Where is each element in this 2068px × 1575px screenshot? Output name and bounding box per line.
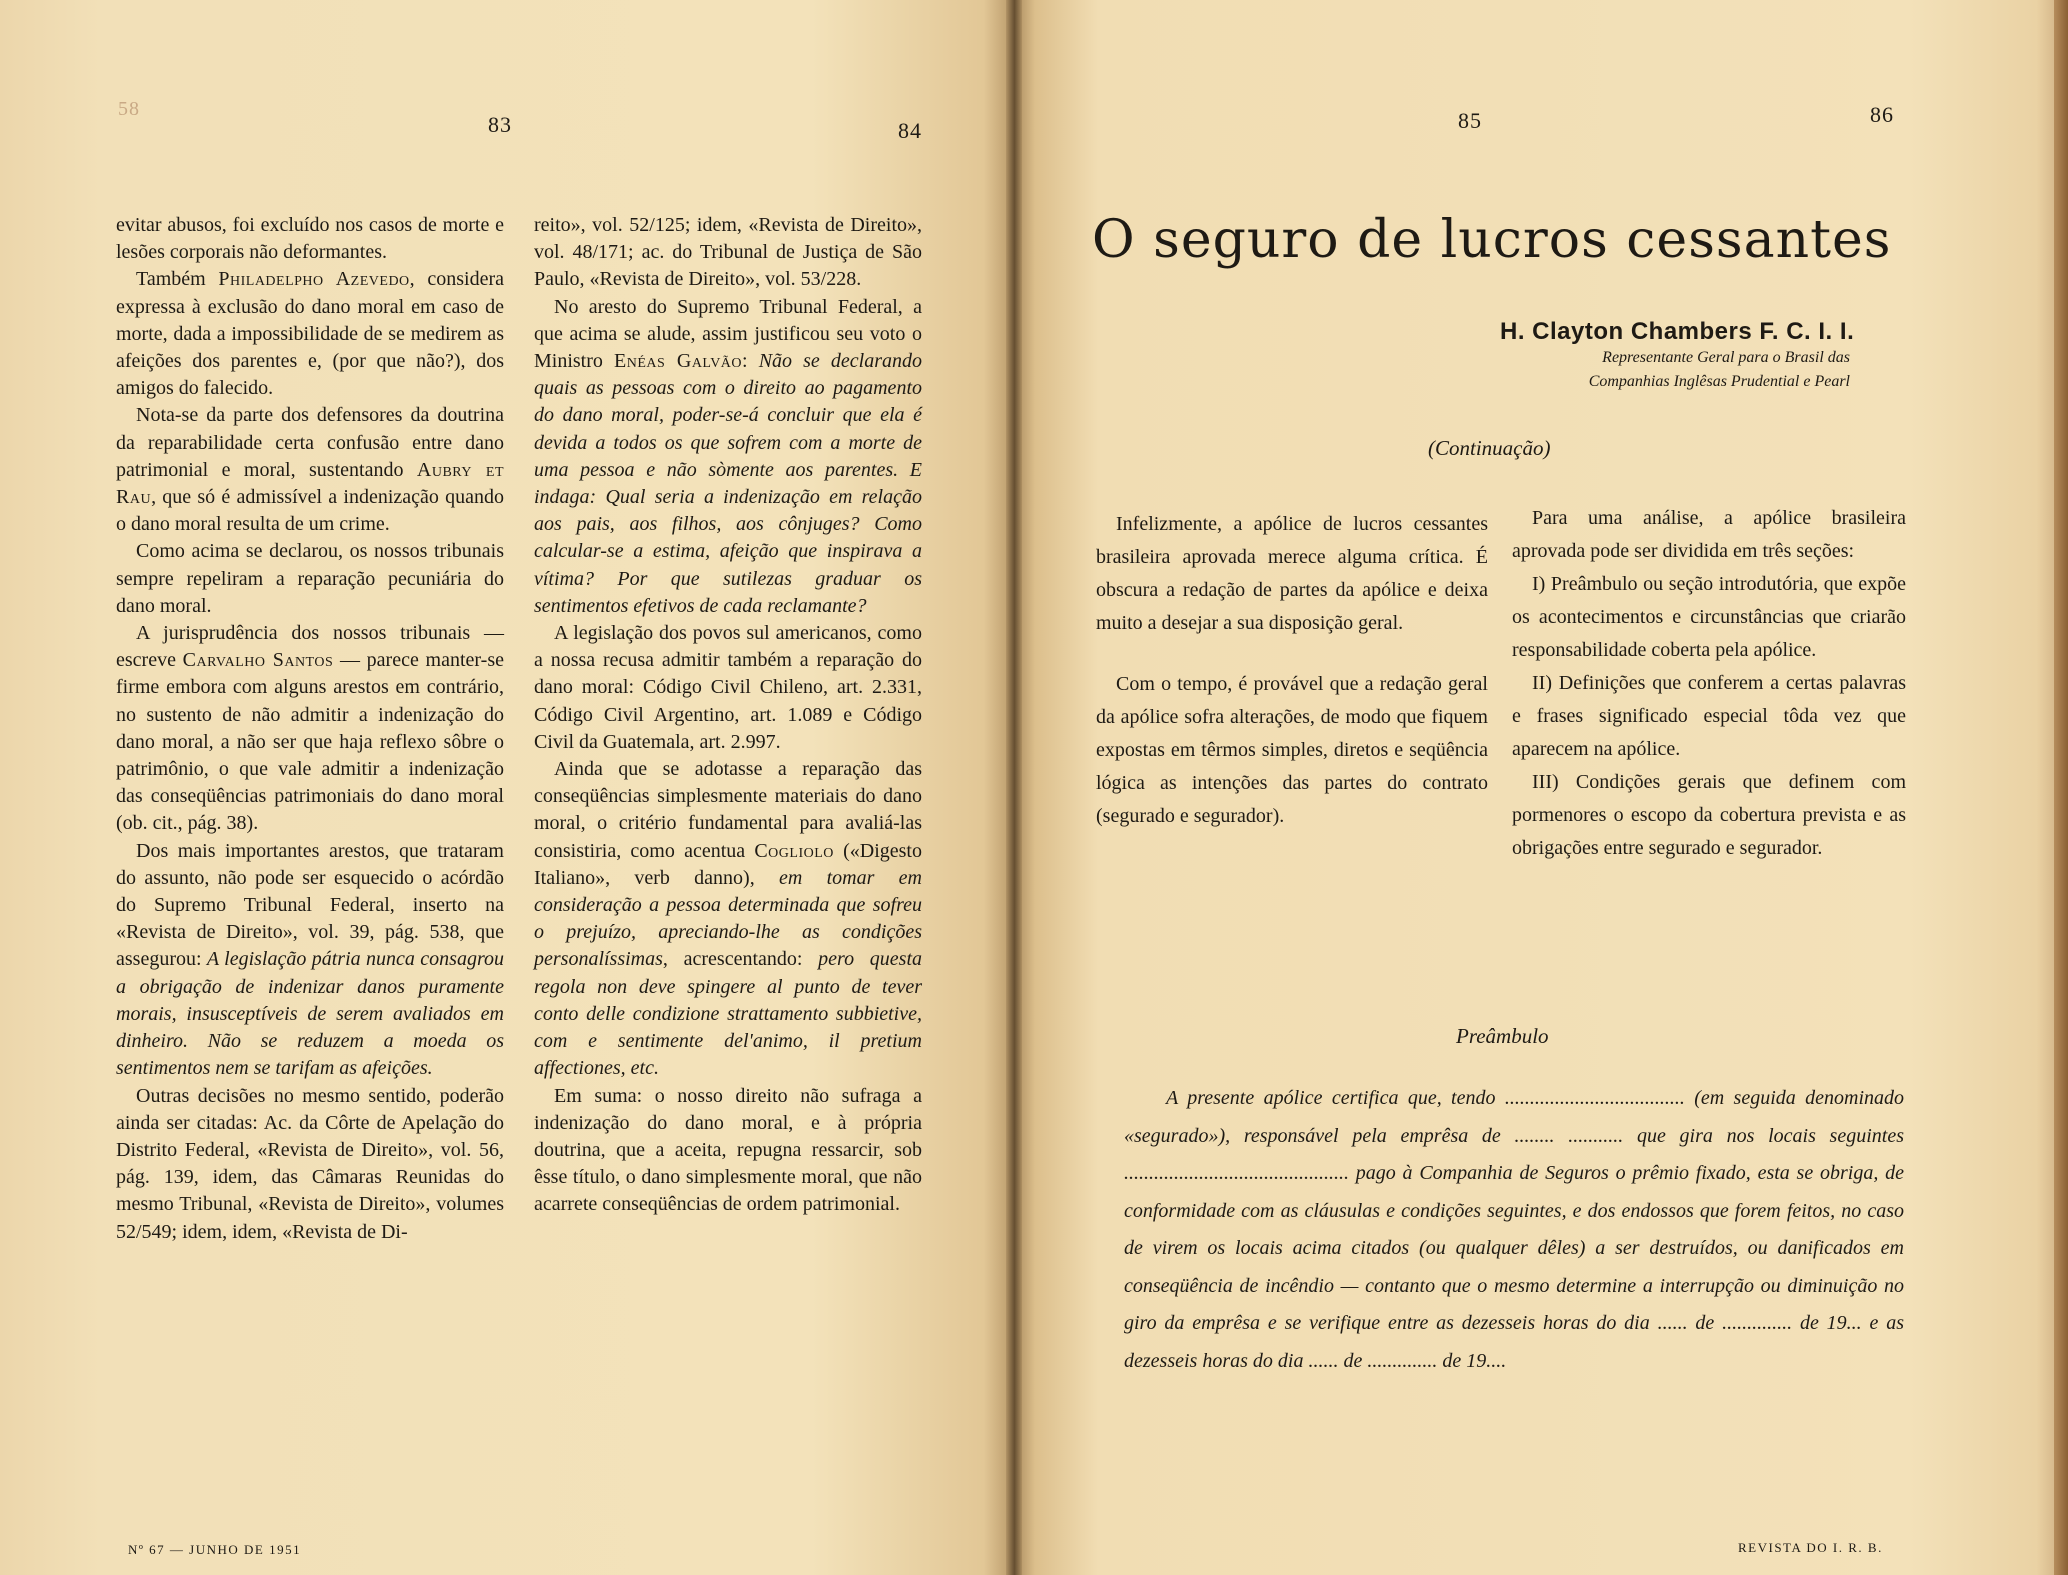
text-run: Outras decisões no mesmo sentido, poderão ainda ser citadas: Ac. da Côrte de Apelação do Distrito Federal, «Revista de Direito», vol. 56, pág. 139, idem, das Câmaras Reunidas do mesmo Tribunal, «Revista de Direito», volumes 52/549; idem, idem, «Revista de Di- (116, 1084, 504, 1243)
text-run: («Digesto Italiano», verb danno), (534, 839, 922, 889)
page-number-86: 86 (1870, 102, 1894, 127)
article-title: O seguro de lucros cessantes (1092, 210, 1892, 270)
paragraph: II) Definições que conferem a certas palavras e frases significado especial tôda vez que aparecem na apólice. (1512, 672, 1906, 760)
paragraph (534, 756, 922, 1082)
text-run: , acrescentando: (662, 948, 819, 971)
text-run: A jurisprudência dos nossos tribunais — escreve (116, 622, 504, 672)
article-column-2 (1512, 502, 1906, 865)
text-run: Também (136, 268, 219, 291)
continuation-label: (Continuação) (1428, 436, 1551, 460)
paragraph (534, 294, 922, 620)
preamble-heading: Preâmbulo (1456, 1024, 1549, 1048)
book-edge (2054, 0, 2068, 1575)
text-column-2 (534, 212, 922, 1219)
text-run: A legislação pátria nunca consagrou a obrigação de indenizar danos puramente morais, insusceptíveis de serem avaliados em dinheiro. Não se reduzem a moeda os sentimentos nem se tarifam as afeições. (116, 948, 504, 1080)
paragraph (116, 1083, 504, 1246)
paragraph (116, 266, 504, 402)
paragraph: III) Condições gerais que definem com pormenores o escopo da cobertura prevista e as obrigações entre segurado e segurador. (1512, 771, 1906, 859)
paragraph: I) Preâmbulo ou seção introdutória, que expõe os acontecimentos e circunstâncias que criarão responsabilidade coberta pela apólice. (1512, 573, 1906, 661)
text-run: Dos mais importantes arestos, que trataram do assunto, não pode ser esquecido o acórdão do Supremo Tribunal Federal, inserto na «Revista de Direito», vol. 39, pág. 538, que assegurou: (116, 839, 504, 971)
paragraph: Infelizmente, a apólice de lucros cessantes brasileira aprovada merece alguma crítica. É obscura a redação de partes da apólice e deixa muito a desejar a sua disposição geral. (1096, 513, 1488, 634)
page-number-83: 83 (488, 112, 512, 137)
paragraph (116, 212, 504, 266)
page-number-84: 84 (898, 118, 922, 143)
text-run: Em suma: o nosso direito não sufraga a indenização do dano moral, e à própria doutrina, que a aceita, repugna ressarcir, sob êsse título, o dano simplesmente moral, que não acarrete conseqüências de ordem patrimonial. (534, 1084, 922, 1216)
paragraph (116, 538, 504, 620)
old-page-number: 58 (118, 98, 140, 120)
author-affiliation-2: Companhias Inglêsas Prudential e Pearl (1588, 373, 1850, 390)
text-run: em tomar em consideração a pessoa determinada que sofreu o prejuízo, apreciando-lhe as condições personalíssimas (534, 866, 922, 971)
text-run: , considera expressa à exclusão do dano moral em caso de morte, dada a impossibilidade de se medirem as afeições dos parentes e, (por que não?), dos amigos do falecido. (116, 268, 504, 400)
text-run: Cogliolo (754, 839, 834, 862)
text-run: , que só é admissível a indenização quando o dano moral resulta de um crime. (116, 486, 504, 536)
paragraph (534, 1083, 922, 1219)
paragraph (534, 620, 922, 756)
footer-issue: Nº 67 — JUNHO DE 1951 (128, 1542, 302, 1557)
text-run: : (742, 350, 759, 373)
paragraph: Para uma análise, a apólice brasileira aprovada pode ser dividida em três seções: (1512, 507, 1906, 562)
text-run: Nota-se da parte dos defensores da doutrina da reparabilidade certa confusão entre dano patrimonial e moral, sustentando (116, 404, 504, 481)
preamble-form (1124, 1080, 1904, 1380)
text-run: reito», vol. 52/125; idem, «Revista de Direito», vol. 48/171; ac. do Tribunal de Justiça de São Paulo, «Revista de Direito», vol. 53/228. (534, 214, 922, 291)
footer-journal: REVISTA DO I. R. B. (1738, 1540, 1883, 1555)
text-run: evitar abusos, foi excluído nos casos de morte e lesões corporais não deformantes. (116, 214, 504, 264)
text-run: Aubry et Rau (116, 458, 504, 509)
text-run: — parece manter-se firme embora com alguns arestos em contrário, no sustento de não admitir a indenização do dano moral, a não ser que haja reflexo sôbre o patrimônio, o que vale admitir a indenização das conseqüências patrimoniais do dano moral (ob. cit., pág. 38). (116, 649, 504, 835)
text-run: Ainda que se adotasse a reparação das conseqüências simplesmente materiais do dano moral, o critério fundamental para avaliá-las consistiria, como acentua (534, 758, 922, 862)
text-run: pero questa regola non deve spingere al punto de tever conto delle condizione strattamento subbietive, com e sentimente del'animo, il pretium affectiones, etc. (534, 948, 922, 1080)
paragraph (116, 838, 504, 1083)
text-run: Enéas Galvão (614, 350, 743, 373)
text-run: Philadelpho Azevedo (218, 268, 410, 291)
paragraph (116, 620, 504, 838)
paragraph: Com o tempo, é provável que a redação geral da apólice sofra alterações, de modo que fiquem expostas em têrmos simples, diretos e seqüência lógica as intenções das partes do contrato (segurado e segurador). (1096, 673, 1488, 827)
book-gutter (1006, 0, 1022, 1575)
text-run: No aresto do Supremo Tribunal Federal, a que acima se alude, assim justificou seu voto o Ministro (534, 295, 922, 373)
author-affiliation-1: Representante Geral para o Brasil das (1602, 349, 1850, 366)
text-column-1 (116, 212, 504, 1246)
page-number-85: 85 (1458, 108, 1482, 133)
text-run: Como acima se declarou, os nossos tribunais sempre repeliram a reparação pecuniária do dano moral. (116, 540, 504, 617)
paragraph (116, 402, 504, 538)
text-run: Carvalho Santos (182, 649, 334, 672)
article-author: H. Clayton Chambers F. C. I. I. (1500, 318, 1855, 345)
article-column-1 (1096, 508, 1488, 833)
text-run: A legislação dos povos sul americanos, como a nossa recusa admitir também a reparação do dano moral: Código Civil Chileno, art. 2.331, Código Civil Argentino, art. 1.089 e Código Civil da Guatemala, art. 2.997. (534, 622, 922, 753)
text-run: Não se declarando quais as pessoas com o direito ao pagamento do dano moral, poder-se-á concluir que ela é devida a todos os que sofrem com a morte de uma pessoa e não sòmente aos parentes. E indaga: Qual seria a indenização em relação aos pais, aos filhos, aos cônjuges? Como calcular-se a estima, afeição que inspirava a vítima? Por que sutilezas graduar os sentimentos efetivos de cada reclamante? (534, 350, 922, 617)
paragraph (534, 212, 922, 294)
preamble-text: A presente apólice certifica que, tendo .................................... (em seguida denominado «segurado»), responsável pela emprêsa de ........ ........... que gira nos locais seguintes ............................................. pago à Companhia de Seguros o prêmio fixado, esta se obriga, de conformidade com as cláusulas e condições seguintes, e dos endossos que forem feitos, no caso de virem os locais acima citados (ou qualquer dêles) a ser destruídos, ou danificados em conseqüência de incêndio — contanto que o mesmo determine a interrupção ou diminuição no giro da emprêsa e se verifique entre as dezesseis horas do dia ...... de .............. de 19... e as dezesseis horas do dia ...... de .............. de 19.... (1124, 1087, 1904, 1372)
